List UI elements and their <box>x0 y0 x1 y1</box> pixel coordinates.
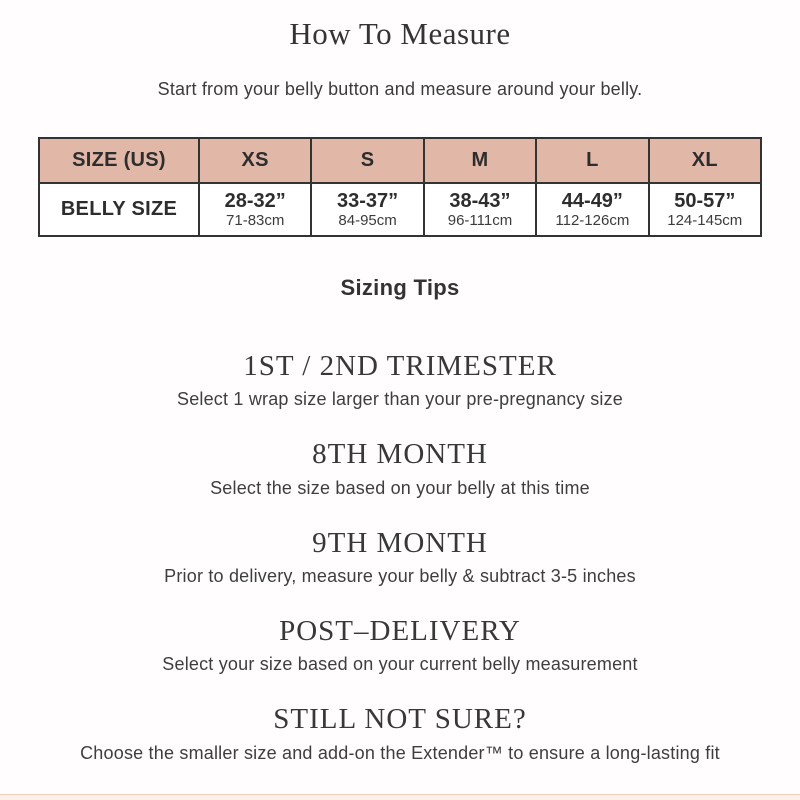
next-section-top-edge <box>0 794 800 800</box>
tip-desc-9th-month: Prior to delivery, measure your belly & subtract 3-5 inches <box>164 566 636 587</box>
tip-desc-still-not-sure: Choose the smaller size and add-on the Extender™ to ensure a long-lasting fit <box>80 742 720 763</box>
size-us-header: SIZE (US) <box>39 138 199 183</box>
tip-section-8th-month <box>0 438 800 498</box>
belly-size-xs-inches: 28-32” <box>224 189 286 212</box>
belly-size-s-cm: 84-95cm <box>338 211 397 229</box>
tip-desc-8th-month: Select the size based on your belly at this time <box>210 477 590 498</box>
belly-size-cell-xl <box>649 183 761 236</box>
tip-desc-post-delivery: Select your size based on your current belly measurement <box>162 654 638 675</box>
belly-size-cell-s <box>311 183 423 236</box>
belly-size-m-cm: 96-111cm <box>447 211 513 229</box>
tip-heading-9th-month: 9TH MONTH <box>312 526 488 559</box>
sizing-tips-heading: Sizing Tips <box>340 275 460 300</box>
size-chart-header-row <box>39 138 761 183</box>
size-xl-header: XL <box>649 138 761 183</box>
tip-desc-trimester: Select 1 wrap size larger than your pre-pregnancy size <box>176 389 624 410</box>
belly-size-row-label: BELLY SIZE <box>60 198 178 220</box>
tip-section-trimester <box>0 350 800 410</box>
measure-instruction: Start from your belly button and measure around your belly. <box>157 79 643 99</box>
belly-size-cell-xs <box>199 183 311 236</box>
belly-size-s-inches: 33-37” <box>337 189 399 212</box>
belly-size-l-cm: 112-126cm <box>555 211 630 229</box>
belly-size-xs-cm: 71-83cm <box>226 211 285 229</box>
belly-size-row <box>39 183 761 236</box>
belly-size-cell-l <box>536 183 648 236</box>
page-title: How To Measure <box>289 16 511 51</box>
belly-size-m-inches: 38-43” <box>449 189 511 212</box>
tip-heading-post-delivery: POST–DELIVERY <box>279 615 521 648</box>
tip-section-still-not-sure <box>0 703 800 763</box>
tip-section-9th-month <box>0 527 800 587</box>
size-chart-table <box>38 137 762 237</box>
size-l-header: L <box>536 138 648 183</box>
belly-size-cell-m <box>424 183 536 236</box>
size-xs-header: XS <box>199 138 311 183</box>
size-s-header: S <box>311 138 423 183</box>
belly-size-xl-inches: 50-57” <box>674 189 736 212</box>
size-m-header: M <box>424 138 536 183</box>
belly-size-xl-cm: 124-145cm <box>667 211 743 229</box>
belly-size-l-inches: 44-49” <box>561 189 623 212</box>
tip-heading-trimester: 1ST / 2ND TRIMESTER <box>243 350 557 382</box>
tip-heading-8th-month: 8TH MONTH <box>312 438 488 471</box>
tip-section-post-delivery <box>0 615 800 675</box>
tip-heading-still-not-sure: STILL NOT SURE? <box>273 703 527 736</box>
